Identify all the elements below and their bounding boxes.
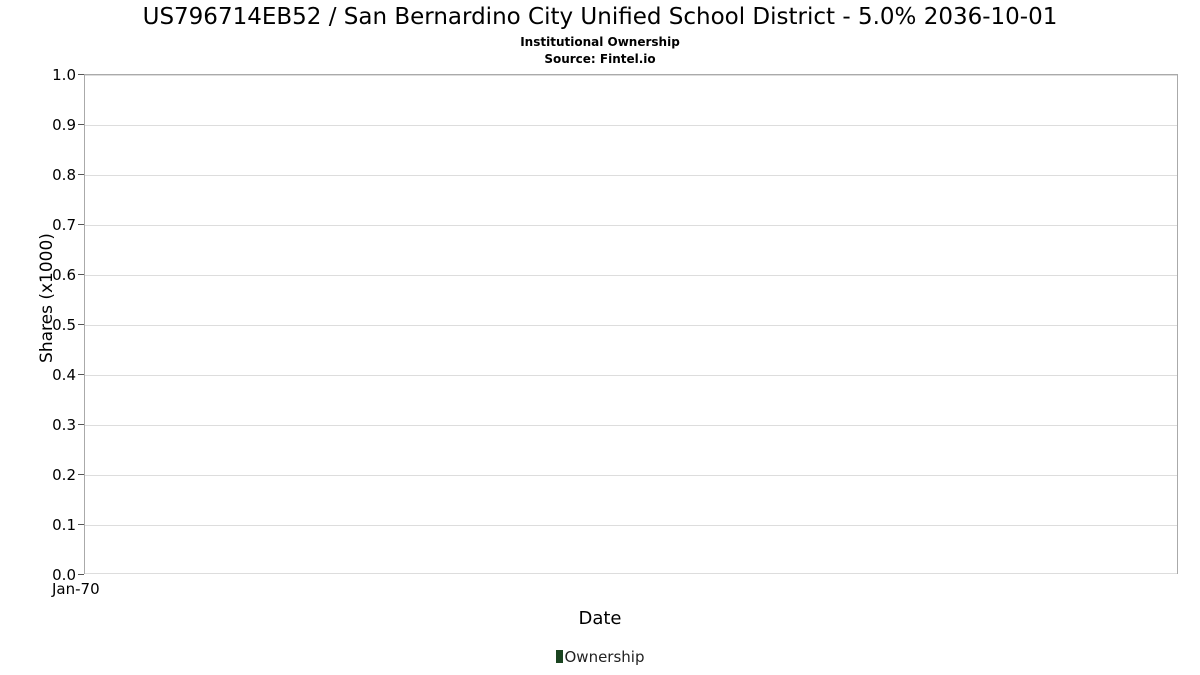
- chart-legend: [0, 648, 1200, 666]
- chart-source: Source: Fintel.io: [544, 52, 656, 66]
- y-tick-label-4: 0.4: [52, 366, 76, 384]
- chart-subtitle: Institutional Ownership: [520, 35, 680, 49]
- plot-area: [84, 74, 1178, 574]
- x-tick-label-0: Jan-70: [52, 580, 100, 598]
- y-tick-label-5: 0.5: [52, 316, 76, 334]
- y-tick-label-2: 0.2: [52, 466, 76, 484]
- y-tick-label-3: 0.3: [52, 416, 76, 434]
- y-tick-label-1: 0.1: [52, 516, 76, 534]
- y-tick-label-6: 0.6: [52, 266, 76, 284]
- y-axis-label: Shares (x1000): [37, 233, 57, 363]
- y-tick-mark-0: [78, 574, 84, 575]
- y-tick-label-7: 0.7: [52, 216, 76, 234]
- series-ownership-line: [85, 75, 1177, 573]
- y-tick-label-10: 1.0: [52, 66, 76, 84]
- y-tick-label-8: 0.8: [52, 166, 76, 184]
- legend-label-ownership[interactable]: Ownership: [564, 648, 645, 666]
- x-axis-label: Date: [578, 608, 622, 629]
- chart-title: US796714EB52 / San Bernardino City Unified School District - 5.0% 2036-10-01: [142, 4, 1058, 30]
- legend-swatch-ownership: [556, 650, 563, 663]
- gridline: [85, 573, 1177, 574]
- y-tick-label-9: 0.9: [52, 116, 76, 134]
- y-tick-label-0: 0.0: [52, 566, 76, 584]
